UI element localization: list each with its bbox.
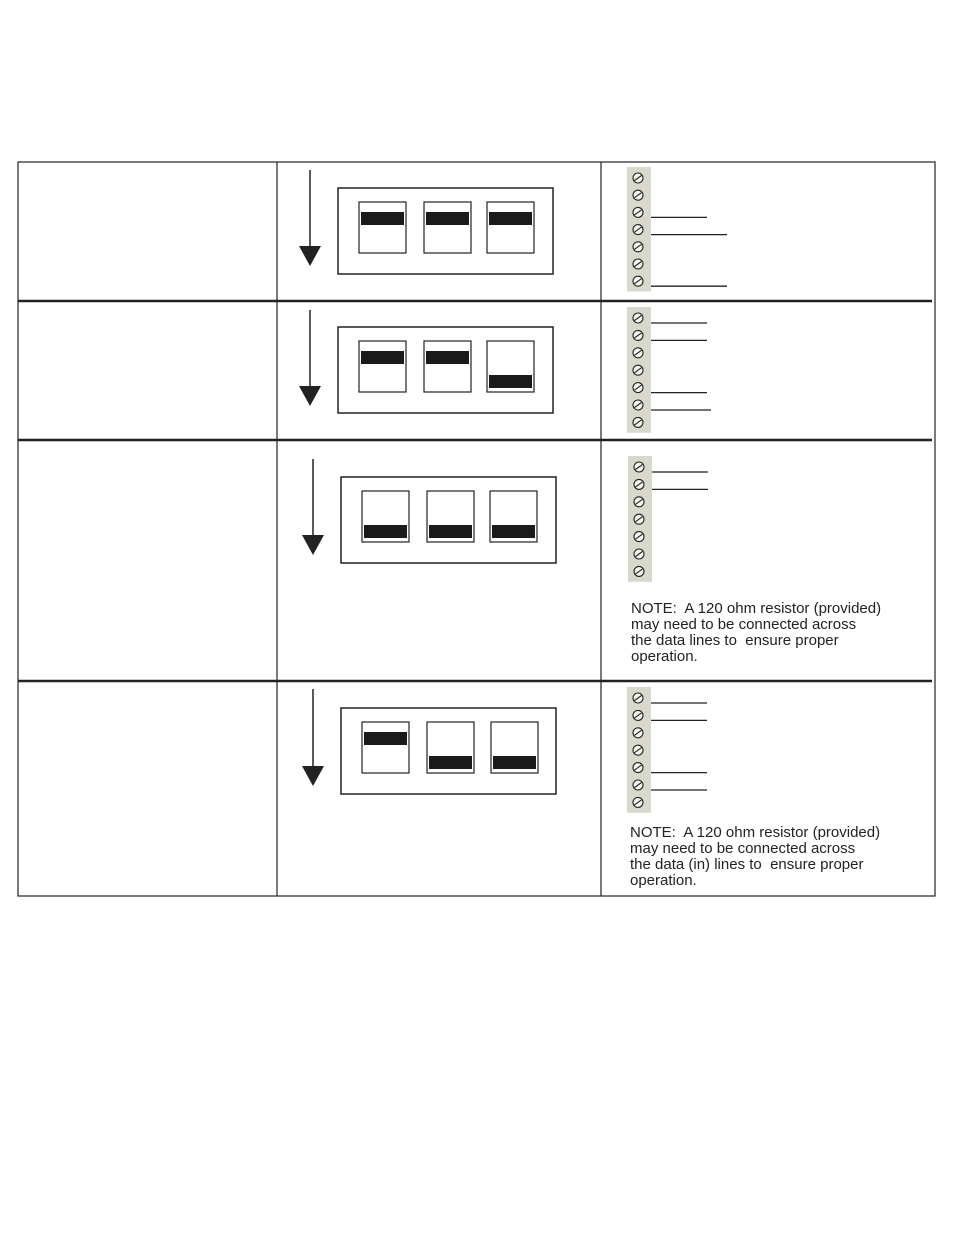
row-1-switch-2-up-knob: [426, 212, 469, 225]
row-3-down-arrow-icon: [302, 535, 324, 555]
row-3-switch-3-down-knob: [492, 525, 535, 538]
row-3-dip-switch-housing: [341, 477, 556, 563]
row-3-note: NOTE: A 120 ohm resistor (provided) may need to be connected across the data lines to ensure proper operation.: [631, 600, 882, 665]
row-4-note: NOTE: A 120 ohm resistor (provided) may need to be connected across the data (in) lines to ensure proper operation.: [630, 824, 881, 889]
row-2-switch-3-down-knob: [489, 375, 532, 388]
row-4-switch-3-down-knob: [493, 756, 536, 769]
row-1-switch-3-up-knob: [489, 212, 532, 225]
row-4-switch-1: [362, 722, 409, 773]
row-1-down-arrow-icon: [299, 246, 321, 266]
row-4-switch-1-up-knob: [364, 732, 407, 745]
row-2-switch-1-up-knob: [361, 351, 404, 364]
row-2-switch-1: [359, 341, 406, 392]
row-2-dip-switch-housing: [338, 327, 553, 413]
row-1-switch-3: [487, 202, 534, 253]
table-frame: [18, 162, 935, 896]
row-3-switch-1-down-knob: [364, 525, 407, 538]
row-1-switch-1: [359, 202, 406, 253]
row-4-switch-2-down-knob: [429, 756, 472, 769]
row-4-down-arrow-icon: [302, 766, 324, 786]
row-2-switch-2-up-knob: [426, 351, 469, 364]
row-4-dip-switch-housing: [341, 708, 556, 794]
row-1-switch-1-up-knob: [361, 212, 404, 225]
row-3-switch-2-down-knob: [429, 525, 472, 538]
row-1-switch-2: [424, 202, 471, 253]
row-1-dip-switch-housing: [338, 188, 553, 274]
row-2-switch-2: [424, 341, 471, 392]
row-2-down-arrow-icon: [299, 386, 321, 406]
